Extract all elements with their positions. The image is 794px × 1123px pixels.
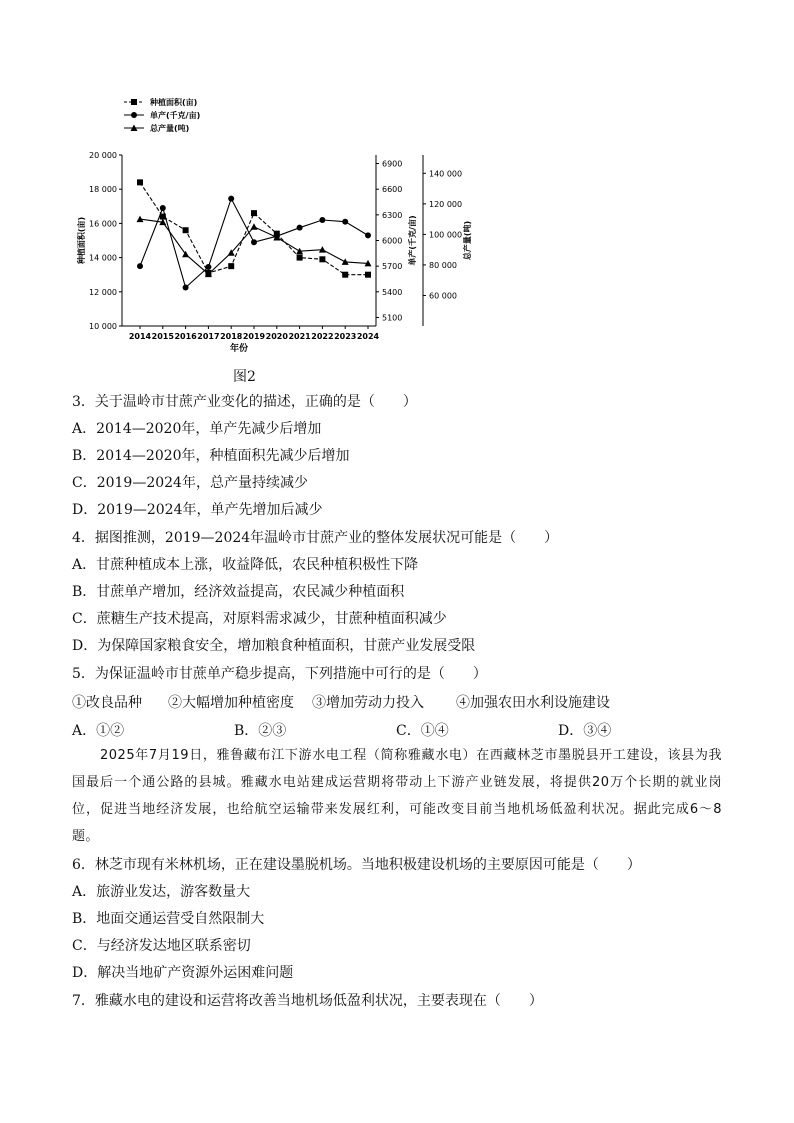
x-tick-label: 2015	[151, 332, 174, 341]
q5-measure-4: ④加强农田水利设施建设	[456, 695, 610, 711]
right2-tick-label: 60 000	[429, 291, 457, 301]
right2-tick-label: 100 000	[429, 230, 463, 240]
data-point-circle	[228, 196, 234, 202]
data-point-square	[251, 210, 257, 216]
x-tick-label: 2020	[265, 332, 288, 341]
data-point-circle	[342, 219, 348, 225]
data-point-circle	[183, 285, 189, 291]
y-right2-axis-label: 总产量(吨)	[463, 220, 472, 261]
left-tick-label: 10 000	[89, 322, 117, 331]
q5-measure-2: ②大幅增加种植密度	[168, 695, 294, 711]
x-tick-label: 2019	[242, 332, 266, 341]
data-point-square	[319, 256, 325, 262]
q4-option-d: D．为保障国家粮食安全，增加粮食种植面积，甘蔗产业发展受限	[72, 638, 476, 654]
q6-stem: 6．林芝市现有米林机场，正在建设墨脱机场。当地积极建设机场的主要原因可能是（ ）	[72, 857, 641, 873]
reading-passage	[72, 742, 722, 850]
x-axis-label: 年份	[229, 344, 249, 354]
q3-option-b: B．2014—2020年，种植面积先减少后增加	[72, 448, 350, 464]
data-point-circle	[251, 239, 257, 245]
data-point-circle	[297, 225, 303, 231]
right1-tick-label: 5400	[382, 287, 403, 297]
right1-tick-label: 6000	[382, 236, 403, 246]
data-point-square	[228, 263, 234, 269]
q6-option-a: A．旅游业发达，游客数量大	[72, 884, 251, 900]
passage-text: 2025年7月19日，雅鲁藏布江下游水电工程（简称雅藏水电）在西藏林芝市墨脱县开工建设，该县为我国最后一个通公路的县城。雅藏水电站建成运营期将带动上下游产业链发展，将提供20万个长期的就业岗位，促进当地经济发展，也给航空运输带来发展红利，可能改变目前当地机场低盈利状况。据此完成6～8题。	[72, 748, 722, 844]
data-point-square	[137, 179, 143, 185]
x-tick-label: 2022	[311, 332, 334, 341]
right2-tick-label: 120 000	[429, 199, 463, 209]
legend-marker-circle	[131, 112, 137, 118]
left-tick-label: 14 000	[89, 253, 117, 263]
data-point-square	[342, 272, 348, 278]
data-point-circle	[365, 232, 371, 238]
legend-label: 单产(千克/亩)	[150, 111, 201, 120]
q3-option-d: D．2019—2024年，单产先增加后减少	[72, 502, 323, 518]
right2-tick-label: 80 000	[429, 260, 457, 270]
x-tick-label: 2018	[220, 332, 243, 341]
x-tick-label: 2014	[128, 332, 152, 341]
left-tick-label: 18 000	[89, 185, 117, 195]
chart-svg	[60, 88, 490, 360]
q3-option-a: A．2014—2020年，单产先减少后增加	[72, 421, 322, 437]
legend-marker-square	[131, 99, 137, 105]
x-tick-label: 2017	[197, 332, 220, 341]
q6-option-d: D．解决当地矿产资源外运困难问题	[72, 965, 294, 981]
left-tick-label: 16 000	[89, 219, 117, 229]
y-right1-axis-label: 单产(千克/亩)	[408, 215, 417, 266]
right1-tick-label: 6600	[382, 185, 403, 195]
q3-option-c: C．2019—2024年，总产量持续减少	[72, 475, 308, 491]
q5-option-b: B．②③	[234, 723, 287, 739]
x-tick-label: 2024	[356, 332, 380, 341]
right2-tick-label: 140 000	[429, 169, 463, 179]
x-tick-label: 2023	[334, 332, 357, 341]
data-point-square	[183, 227, 189, 233]
q5-stem: 5．为保证温岭市甘蔗单产稳步提高，下列措施中可行的是（ ）	[72, 666, 487, 682]
data-point-circle	[137, 263, 143, 269]
q5-option-d: D．③④	[558, 723, 612, 739]
q5-option-a: A．①②	[72, 723, 125, 739]
data-point-triangle	[137, 216, 144, 223]
q4-option-c: C．蔗糖生产技术提高，对原料需求减少，甘蔗种植面积减少	[72, 611, 447, 627]
data-point-triangle	[182, 251, 189, 258]
y-left-axis-label: 种植面积(亩)	[77, 216, 86, 265]
q4-stem: 4．据图推测，2019—2024年温岭市甘蔗产业的整体发展状况可能是（ ）	[72, 530, 559, 546]
q5-option-c: C．①④	[396, 723, 449, 739]
data-point-circle	[205, 264, 211, 270]
figure-caption: 图2	[233, 369, 256, 385]
left-tick-label: 12 000	[89, 287, 117, 297]
right1-tick-label: 5100	[382, 313, 403, 323]
data-point-square	[365, 272, 371, 278]
q7-stem: 7．雅藏水电的建设和运营将改善当地机场低盈利状况，主要表现在（ ）	[72, 993, 543, 1009]
q4-option-b: B．甘蔗单产增加，经济效益提高，农民减少种植面积	[72, 584, 405, 600]
right1-tick-label: 5700	[382, 262, 403, 272]
data-point-square	[297, 255, 303, 261]
q6-option-c: C．与经济发达地区联系密切	[72, 938, 251, 954]
x-tick-label: 2016	[174, 332, 197, 341]
right1-tick-label: 6300	[382, 210, 403, 220]
data-point-circle	[160, 205, 166, 211]
q4-option-a: A．甘蔗种植成本上涨，收益降低，农民种植积极性下降	[72, 557, 419, 573]
right1-tick-label: 6900	[382, 159, 403, 169]
left-tick-label: 20 000	[89, 151, 117, 160]
data-point-circle	[319, 217, 325, 223]
legend-label: 种植面积(亩)	[150, 98, 198, 107]
q5-measure-3: ③增加劳动力投入	[312, 695, 424, 711]
line-chart	[60, 88, 490, 360]
legend-label: 总产量(吨)	[150, 124, 190, 133]
q3-stem: 3．关于温岭市甘蔗产业变化的描述，正确的是（ ）	[72, 394, 417, 410]
x-tick-label: 2021	[288, 332, 311, 341]
q6-option-b: B．地面交通运营受自然限制大	[72, 911, 265, 927]
data-point-triangle	[251, 223, 258, 230]
q5-measure-1: ①改良品种	[72, 695, 142, 711]
